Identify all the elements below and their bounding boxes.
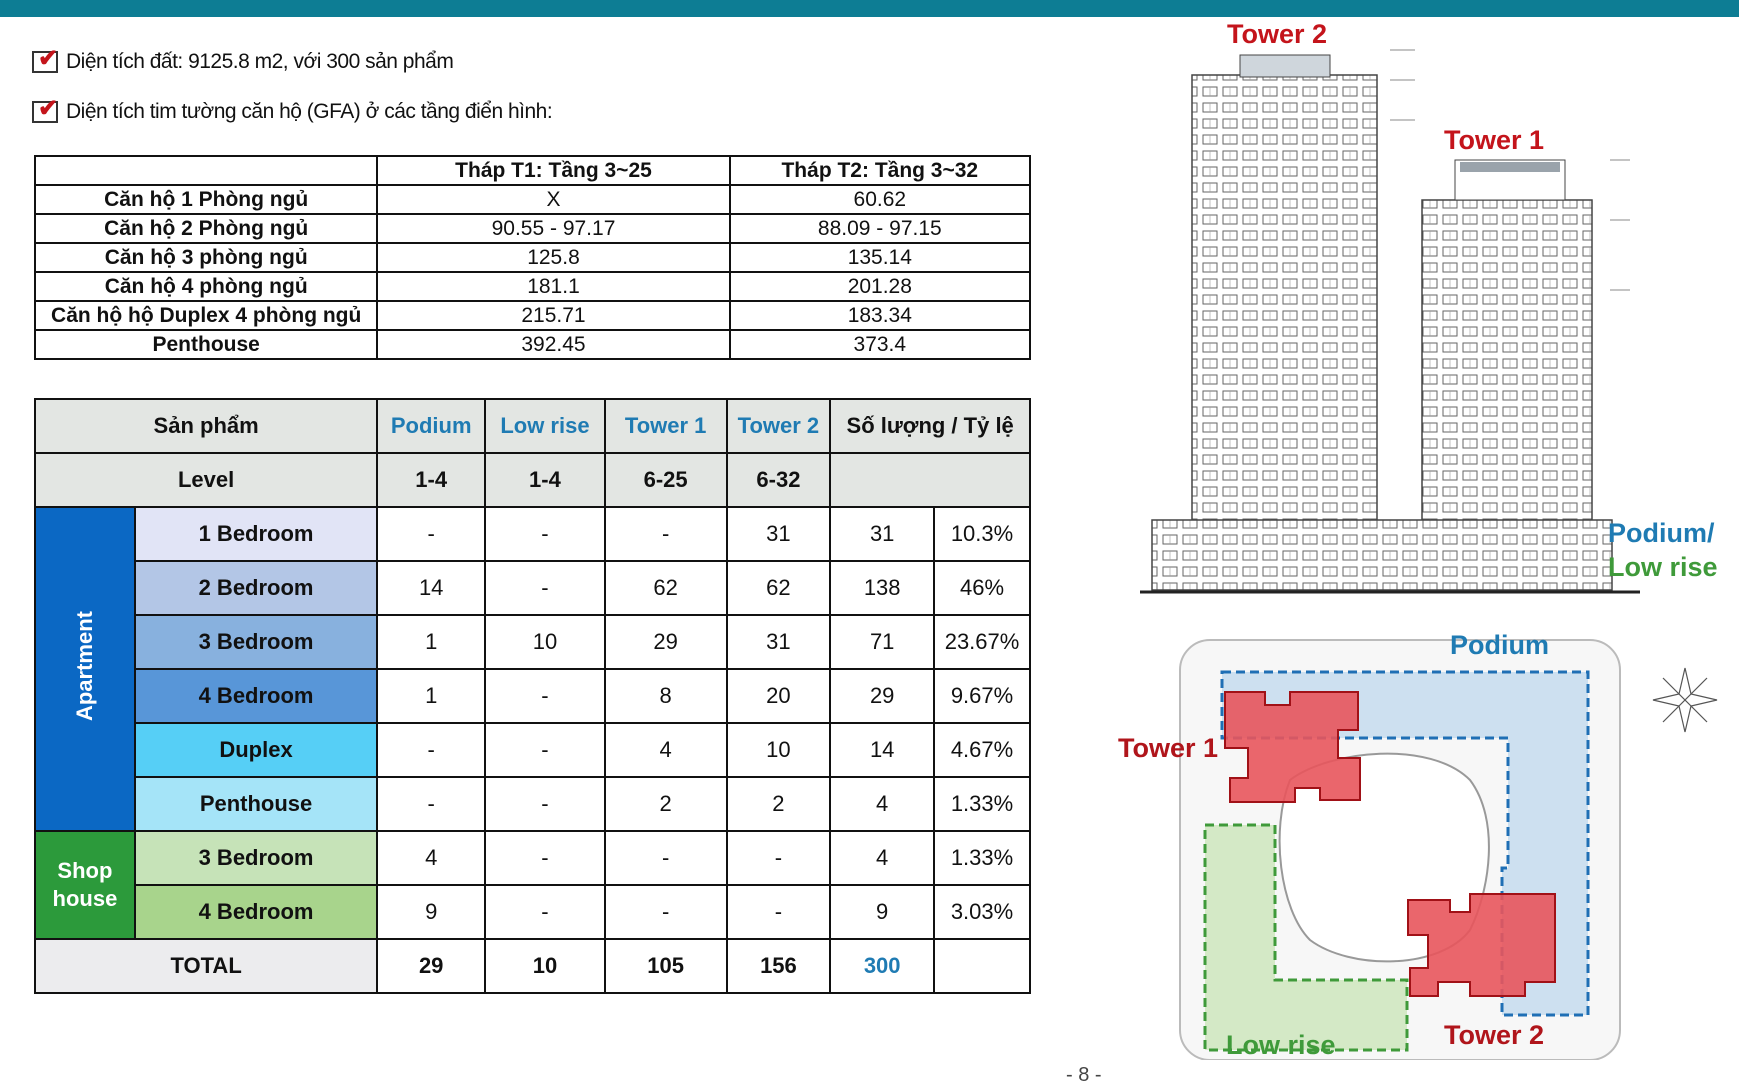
cell-quantity: 71	[830, 615, 934, 669]
gfa-table	[34, 155, 1031, 360]
cell-tower1: -	[605, 885, 727, 939]
gfa-row-label: Căn hộ 2 Phòng ngủ	[35, 214, 377, 243]
level-label: Level	[35, 453, 377, 507]
level-lowrise: 1-4	[485, 453, 605, 507]
product-row	[35, 507, 1030, 561]
gfa-row-label: Căn hộ hộ Duplex 4 phòng ngủ	[35, 301, 377, 330]
product-name: 4 Bedroom	[135, 885, 377, 939]
product-row	[35, 831, 1030, 885]
product-table	[34, 398, 1031, 994]
cell-lowrise: -	[485, 723, 605, 777]
product-row	[35, 615, 1030, 669]
gfa-header-cell: Tháp T1: Tầng 3~25	[377, 156, 729, 185]
cell-podium: -	[377, 723, 485, 777]
cell-tower1: -	[605, 507, 727, 561]
group-shophouse-label: Shop	[57, 858, 113, 883]
cell-ratio: 3.03%	[934, 885, 1030, 939]
cell-podium: 1	[377, 615, 485, 669]
cell-podium: -	[377, 507, 485, 561]
product-row	[35, 885, 1030, 939]
cell-tower1: -	[605, 831, 727, 885]
product-name: Duplex	[135, 723, 377, 777]
plan-label-lowrise: Low rise	[1226, 1030, 1336, 1060]
gfa-cell: 88.09 - 97.15	[730, 214, 1030, 243]
gfa-header-row	[35, 156, 1030, 185]
cell-lowrise: -	[485, 885, 605, 939]
cell-quantity: 29	[830, 669, 934, 723]
cell-ratio: 10.3%	[934, 507, 1030, 561]
header-tower2: Tower 2	[727, 399, 831, 453]
cell-tower1: 8	[605, 669, 727, 723]
level-podium: 1-4	[377, 453, 485, 507]
product-name: 4 Bedroom	[135, 669, 377, 723]
product-name: 3 Bedroom	[135, 831, 377, 885]
gfa-cell: X	[377, 185, 729, 214]
product-row	[35, 723, 1030, 777]
group-apartment-label: Apartment	[71, 610, 97, 721]
gfa-header-cell	[35, 156, 377, 185]
cell-podium: 14	[377, 561, 485, 615]
gfa-row	[35, 185, 1030, 214]
gfa-cell: 215.71	[377, 301, 729, 330]
cell-lowrise: -	[485, 507, 605, 561]
gfa-cell: 392.45	[377, 330, 729, 359]
site-plan-drawing	[1170, 630, 1730, 1060]
cell-ratio: 4.67%	[934, 723, 1030, 777]
gfa-row	[35, 214, 1030, 243]
cell-podium: 4	[377, 831, 485, 885]
total-ratio-empty	[934, 939, 1030, 993]
gfa-cell: 201.28	[730, 272, 1030, 301]
gfa-cell: 181.1	[377, 272, 729, 301]
gfa-cell: 135.14	[730, 243, 1030, 272]
plan-label-podium: Podium	[1450, 630, 1549, 660]
cell-podium: 9	[377, 885, 485, 939]
gfa-row-label: Penthouse	[35, 330, 377, 359]
top-accent-bar	[0, 0, 1739, 17]
gfa-row	[35, 330, 1030, 359]
level-quantity-empty	[830, 453, 1030, 507]
podium-elevation	[1152, 520, 1612, 590]
cell-ratio: 46%	[934, 561, 1030, 615]
product-row	[35, 669, 1030, 723]
cell-tower2: 31	[727, 615, 831, 669]
header-lowrise: Low rise	[485, 399, 605, 453]
cell-tower2: 10	[727, 723, 831, 777]
product-name: 1 Bedroom	[135, 507, 377, 561]
cell-tower1: 2	[605, 777, 727, 831]
total-quantity: 300	[830, 939, 934, 993]
cell-tower2: -	[727, 885, 831, 939]
cell-quantity: 9	[830, 885, 934, 939]
bullet-text: Diện tích đất: 9125.8 m2, với 300 sản phẩm	[66, 50, 454, 73]
total-label: TOTAL	[35, 939, 377, 993]
total-tower2: 156	[727, 939, 831, 993]
header-tower1: Tower 1	[605, 399, 727, 453]
north-arrow-icon	[1653, 668, 1717, 732]
cell-ratio: 1.33%	[934, 831, 1030, 885]
cell-tower1: 4	[605, 723, 727, 777]
product-name: Penthouse	[135, 777, 377, 831]
bullet-land-area	[32, 45, 454, 74]
cell-tower1: 29	[605, 615, 727, 669]
cell-lowrise: -	[485, 561, 605, 615]
page-number: - 8 -	[1066, 1064, 1102, 1086]
cell-tower2: 2	[727, 777, 831, 831]
tower1-elevation	[1422, 200, 1592, 550]
cell-podium: -	[377, 777, 485, 831]
level-row	[35, 453, 1030, 507]
gfa-cell: 373.4	[730, 330, 1030, 359]
group-shophouse	[35, 831, 135, 939]
cell-lowrise: -	[485, 669, 605, 723]
tower2-crown	[1240, 55, 1330, 77]
elevation-label-tower1: Tower 1	[1444, 125, 1545, 155]
group-shophouse-label: house	[52, 886, 118, 911]
cell-ratio: 23.67%	[934, 615, 1030, 669]
header-quantity: Số lượng / Tỷ lệ	[830, 399, 1030, 453]
level-tower1: 6-25	[605, 453, 727, 507]
product-row	[35, 561, 1030, 615]
cell-tower1: 62	[605, 561, 727, 615]
elevation-label-lowrise: Low rise	[1608, 552, 1718, 582]
cell-podium: 1	[377, 669, 485, 723]
level-tower2: 6-32	[727, 453, 831, 507]
cell-lowrise: 10	[485, 615, 605, 669]
cell-lowrise: -	[485, 777, 605, 831]
gfa-cell: 183.34	[730, 301, 1030, 330]
total-tower1: 105	[605, 939, 727, 993]
gfa-cell: 125.8	[377, 243, 729, 272]
bullet-gfa	[32, 95, 553, 124]
cell-quantity: 4	[830, 777, 934, 831]
cell-quantity: 138	[830, 561, 934, 615]
cell-ratio: 1.33%	[934, 777, 1030, 831]
checkmark-icon: ✔	[32, 51, 58, 73]
gfa-row-label: Căn hộ 3 phòng ngủ	[35, 243, 377, 272]
header-podium: Podium	[377, 399, 485, 453]
gfa-cell: 90.55 - 97.17	[377, 214, 729, 243]
cell-quantity: 31	[830, 507, 934, 561]
group-apartment	[35, 507, 135, 831]
cell-lowrise: -	[485, 831, 605, 885]
tower2-elevation	[1192, 75, 1377, 550]
product-name: 2 Bedroom	[135, 561, 377, 615]
checkmark-icon: ✔	[32, 101, 58, 123]
cell-tower2: 31	[727, 507, 831, 561]
plan-label-tower1: Tower 1	[1118, 733, 1219, 763]
gfa-cell: 60.62	[730, 185, 1030, 214]
elevation-label-tower2: Tower 2	[1227, 19, 1328, 49]
tower1-roof	[1460, 162, 1560, 172]
cell-tower2: 62	[727, 561, 831, 615]
cell-quantity: 4	[830, 831, 934, 885]
elevation-label-podium: Podium/	[1608, 518, 1715, 548]
header-product: Sản phẩm	[35, 399, 377, 453]
cell-tower2: -	[727, 831, 831, 885]
gfa-header-cell: Tháp T2: Tầng 3~32	[730, 156, 1030, 185]
gfa-row-label: Căn hộ 1 Phòng ngủ	[35, 185, 377, 214]
total-lowrise: 10	[485, 939, 605, 993]
product-header-row	[35, 399, 1030, 453]
product-row	[35, 777, 1030, 831]
total-podium: 29	[377, 939, 485, 993]
plan-label-tower2: Tower 2	[1444, 1020, 1545, 1050]
product-name: 3 Bedroom	[135, 615, 377, 669]
tower2-footprint	[1408, 894, 1555, 996]
cell-tower2: 20	[727, 669, 831, 723]
gfa-row	[35, 272, 1030, 301]
bullet-text: Diện tích tim tường căn hộ (GFA) ở các tầng điển hình:	[66, 100, 553, 123]
gfa-row	[35, 243, 1030, 272]
cell-ratio: 9.67%	[934, 669, 1030, 723]
gfa-row-label: Căn hộ 4 phòng ngủ	[35, 272, 377, 301]
total-row	[35, 939, 1030, 993]
cell-quantity: 14	[830, 723, 934, 777]
gfa-row	[35, 301, 1030, 330]
